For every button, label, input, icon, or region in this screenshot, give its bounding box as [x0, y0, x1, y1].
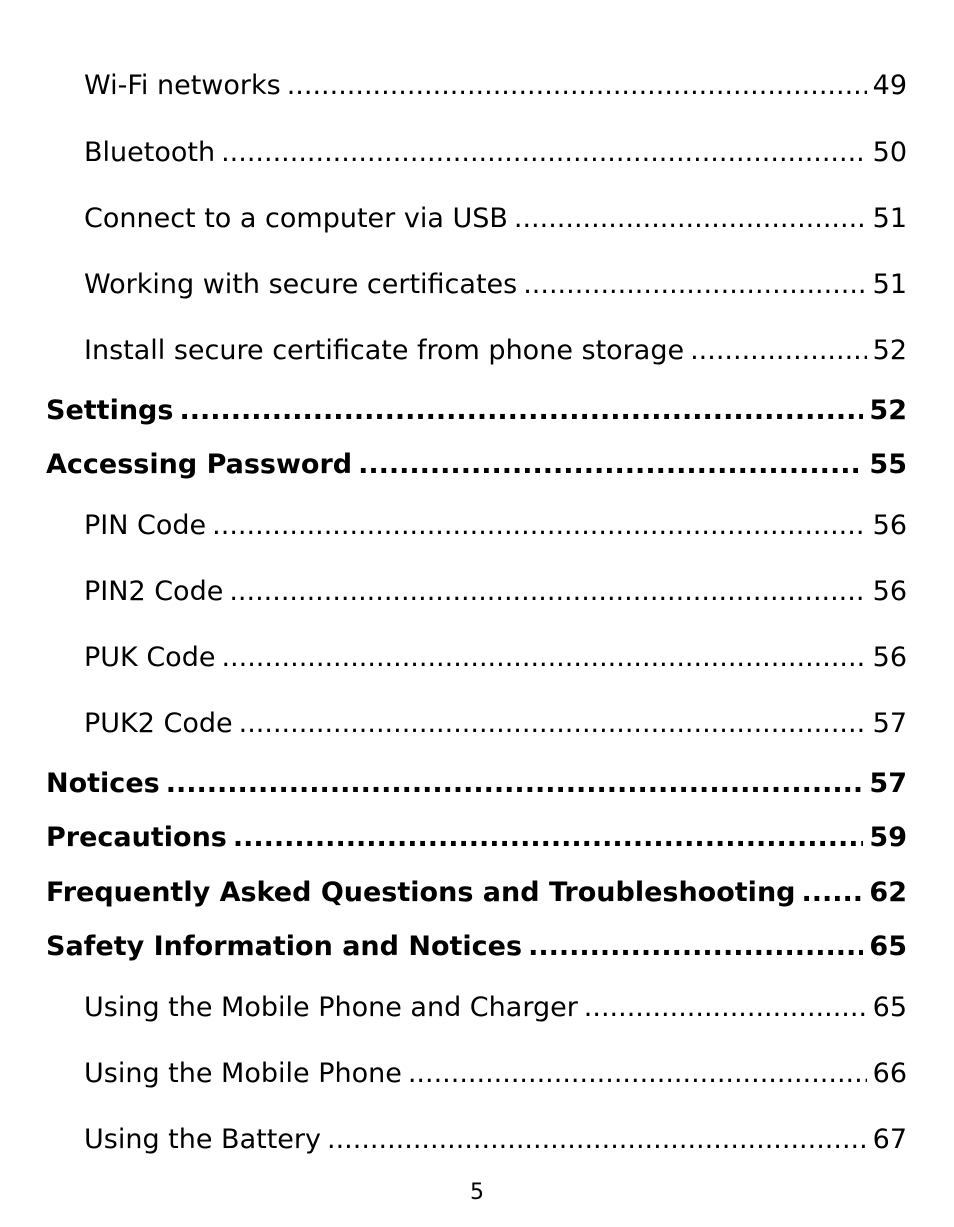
toc-entry-title: Using the Mobile Phone and Charger: [84, 992, 578, 1023]
toc-entry[interactable]: [84, 992, 907, 1023]
toc-entry-page: 65: [872, 992, 907, 1023]
toc-dot-leader: [802, 877, 864, 908]
toc-entry-title: PIN2 Code: [84, 576, 224, 607]
toc-entry-page: 55: [869, 449, 907, 480]
toc-entry-title: Frequently Asked Questions and Troubleshooting: [46, 877, 796, 908]
toc-entry[interactable]: [46, 931, 907, 962]
toc-entry[interactable]: [84, 1124, 907, 1155]
toc-entry-page: 49: [872, 70, 907, 101]
toc-entry[interactable]: [46, 449, 907, 480]
toc-entry-title: Precautions: [46, 822, 227, 853]
toc-entry-page: 50: [872, 137, 907, 168]
toc-dot-leader: [287, 70, 867, 101]
toc-dot-leader: [221, 642, 866, 673]
toc-entry-title: PUK Code: [84, 642, 216, 673]
toc-dot-leader: [221, 137, 867, 168]
toc-dot-leader: [408, 1058, 867, 1089]
toc-entry-page: 66: [872, 1058, 907, 1089]
toc-entry[interactable]: [84, 335, 907, 366]
toc-dot-leader: [584, 992, 867, 1023]
toc-entry[interactable]: [46, 877, 907, 908]
toc-entry-title: Using the Battery: [84, 1124, 321, 1155]
toc-entry[interactable]: [46, 822, 907, 853]
toc-entry[interactable]: [84, 137, 907, 168]
toc-entry-page: 56: [872, 642, 907, 673]
toc-entry[interactable]: [84, 510, 907, 541]
toc-entry[interactable]: [84, 1058, 907, 1089]
toc-dot-leader: [239, 708, 867, 739]
toc-entry-page: 65: [869, 931, 907, 962]
toc-entry-page: 57: [869, 768, 907, 799]
toc-dot-leader: [229, 576, 866, 607]
toc-entry-page: 59: [869, 822, 907, 853]
toc-dot-leader: [212, 510, 866, 541]
toc-dot-leader: [514, 203, 867, 234]
toc-entry-title: Install secure certificate from phone storage: [84, 335, 685, 366]
toc-dot-leader: [327, 1124, 867, 1155]
toc-entry[interactable]: [46, 768, 907, 799]
toc-entry-title: Using the Mobile Phone: [84, 1058, 402, 1089]
toc-dot-leader: [358, 449, 863, 480]
page-number: 5: [470, 1180, 484, 1205]
toc-entry-title: Safety Information and Notices: [46, 931, 523, 962]
toc-entry-page: 57: [872, 708, 907, 739]
toc-entry-title: Bluetooth: [84, 137, 216, 168]
toc-entry-page: 56: [872, 510, 907, 541]
toc-dot-leader: [233, 822, 864, 853]
toc-dot-leader: [179, 395, 863, 426]
toc-entry-page: 51: [872, 269, 907, 300]
toc-entry-page: 62: [869, 877, 907, 908]
toc-entry-title: PUK2 Code: [84, 708, 233, 739]
toc-entry-title: Wi-Fi networks: [84, 70, 281, 101]
toc-entry[interactable]: [84, 708, 907, 739]
toc-entry-title: Connect to a computer via USB: [84, 203, 508, 234]
toc-entry[interactable]: [84, 70, 907, 101]
toc-entry[interactable]: [84, 642, 907, 673]
toc-dot-leader: [523, 269, 866, 300]
toc-dot-leader: [690, 335, 867, 366]
toc-entry-title: Accessing Password: [46, 449, 353, 480]
toc-entry-page: 56: [872, 576, 907, 607]
toc-entry[interactable]: [84, 203, 907, 234]
toc-entry-title: Working with secure certificates: [84, 269, 518, 300]
toc-entry[interactable]: [84, 576, 907, 607]
toc-entry-title: Settings: [46, 395, 174, 426]
toc-entry-page: 52: [869, 395, 907, 426]
toc-dot-leader: [528, 931, 863, 962]
toc-entry[interactable]: [46, 395, 907, 426]
toc-dot-leader: [166, 768, 864, 799]
toc-entry-page: 67: [872, 1124, 907, 1155]
toc-entry-page: 51: [872, 203, 907, 234]
toc-entry-title: PIN Code: [84, 510, 207, 541]
toc-entry-page: 52: [872, 335, 907, 366]
toc-entry[interactable]: [84, 269, 907, 300]
toc-entry-title: Notices: [46, 768, 160, 799]
